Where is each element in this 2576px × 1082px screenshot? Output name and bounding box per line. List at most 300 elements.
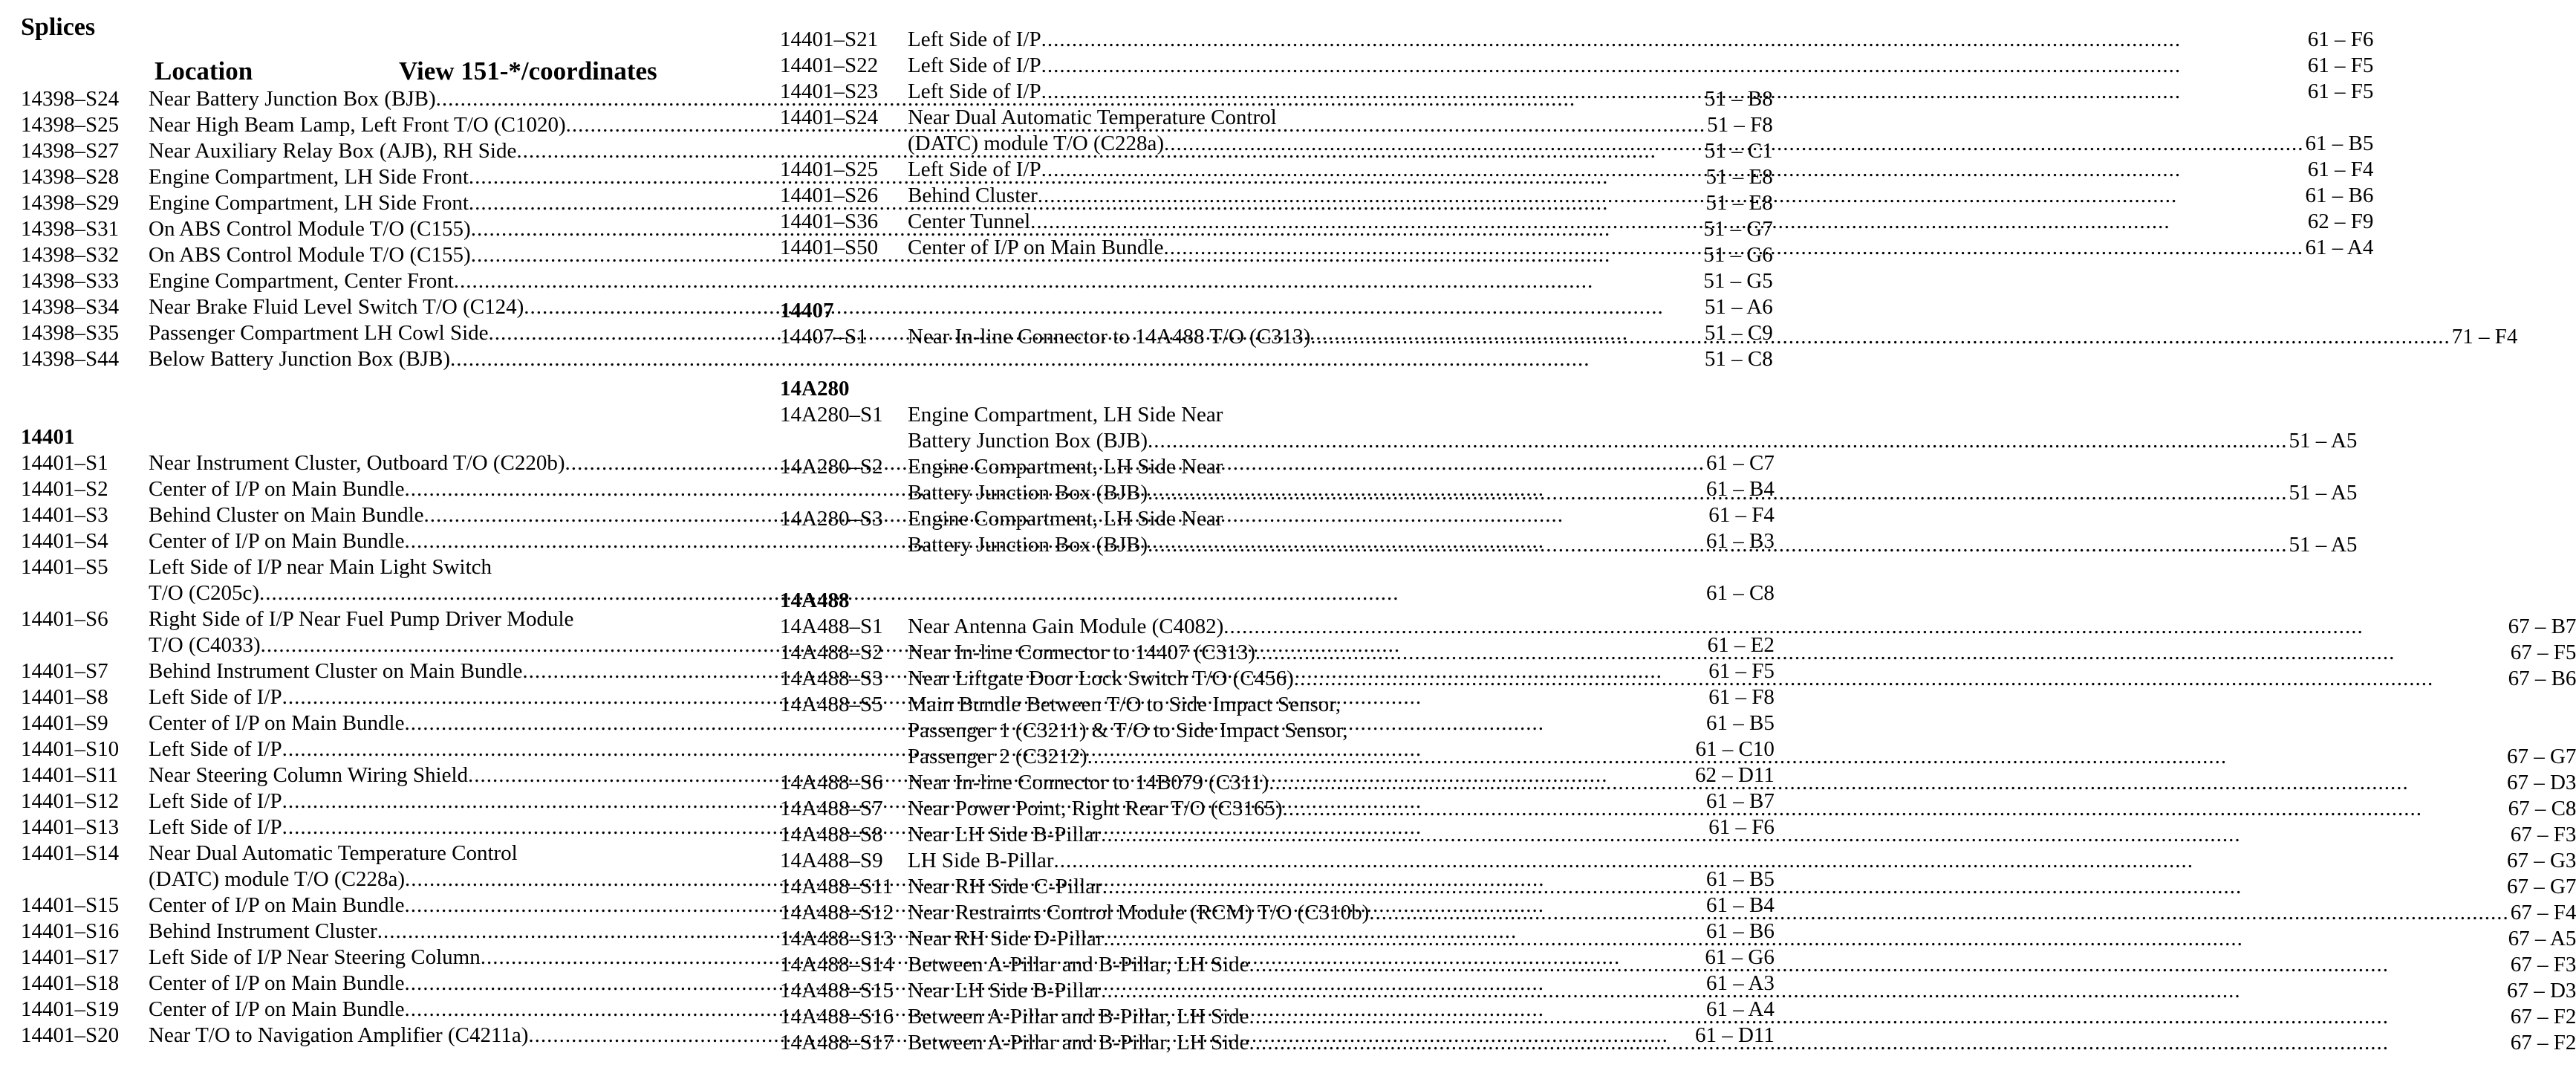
view-coordinate-ref: 51 – A5 bbox=[2289, 481, 2358, 505]
splice-location bbox=[908, 324, 2517, 350]
location-line: Near In-line Connector to 14A488 T/O (C313) bbox=[908, 325, 1311, 349]
location-last-line bbox=[908, 53, 2373, 79]
location-line: Center of I/P on Main Bundle bbox=[908, 236, 1164, 259]
location-line: Near Auxiliary Relay Box (AJB), RH Side bbox=[149, 139, 517, 163]
splice-code: 14A488–S12 bbox=[780, 901, 894, 924]
view-coordinate-ref: 61 – B5 bbox=[1705, 867, 1775, 891]
location-line: Near LH Side B-Pillar bbox=[908, 823, 1102, 846]
splice-entry bbox=[780, 27, 2373, 53]
splice-code: 14401–S21 bbox=[780, 27, 879, 51]
splice-entry bbox=[21, 346, 1773, 372]
location-line: Near Antenna Gain Module (C4082) bbox=[908, 615, 1224, 638]
splice-code: 14401–S1 bbox=[21, 451, 108, 475]
view-coordinate-ref: 61 – E2 bbox=[1707, 633, 1775, 657]
location-line: Engine Compartment, Center Front bbox=[149, 269, 454, 293]
splice-code: 14A488–S9 bbox=[780, 849, 883, 872]
view-coordinate-ref: 51 – E8 bbox=[1705, 191, 1773, 215]
view-coordinate-ref: 61 – F5 bbox=[2307, 54, 2374, 77]
view-coordinate-ref: 67 – F3 bbox=[2510, 823, 2576, 846]
splice-location bbox=[908, 454, 2357, 506]
splice-entry bbox=[780, 235, 2373, 261]
location-line: Center Tunnel bbox=[908, 210, 1031, 233]
location-line: Near In-line Connector to 14B079 (C311) bbox=[908, 771, 1269, 794]
view-coordinate-ref: 67 – F3 bbox=[2510, 953, 2576, 976]
location-line: Engine Compartment, LH Side Near bbox=[908, 403, 1223, 427]
dot-leader bbox=[1103, 926, 2506, 952]
view-coordinate-ref: 61 – B4 bbox=[1705, 477, 1775, 501]
splice-code: 14401–S16 bbox=[21, 919, 120, 943]
view-coordinate-ref: 61 – F8 bbox=[1708, 685, 1775, 709]
view-coordinate-ref: 61 – F4 bbox=[2307, 158, 2374, 181]
dot-leader bbox=[1163, 235, 2303, 261]
splice-code: 14A488–S3 bbox=[780, 667, 883, 690]
dot-leader bbox=[1102, 874, 2505, 900]
dot-leader bbox=[1148, 428, 2288, 454]
dot-leader bbox=[1148, 532, 2288, 558]
location-line: Engine Compartment, LH Side Near bbox=[908, 507, 1223, 531]
view-coordinate-ref: 61 – F5 bbox=[2307, 80, 2374, 103]
location-line: Near T/O to Navigation Amplifier (C4211a) bbox=[149, 1023, 529, 1047]
dot-leader bbox=[450, 346, 1703, 372]
view-coordinate-ref: 51 – B8 bbox=[1704, 87, 1773, 111]
splice-code: 14401–S36 bbox=[780, 210, 879, 233]
dot-leader bbox=[454, 268, 1702, 294]
splice-location bbox=[908, 1030, 2576, 1056]
splice-code: 14A488–S14 bbox=[780, 953, 894, 976]
splice-code: 14A280–S2 bbox=[780, 455, 883, 479]
location-line: Near Power Point, Right Rear T/O (C3165) bbox=[908, 797, 1283, 820]
section-heading: 14A280 bbox=[780, 377, 850, 401]
location-line: Center of I/P on Main Bundle bbox=[149, 477, 405, 501]
splice-location bbox=[149, 268, 1773, 294]
view-coordinate-ref: 67 – F4 bbox=[2510, 901, 2576, 924]
view-coordinate-ref: 61 – C10 bbox=[1695, 737, 1775, 761]
view-coordinate-ref: 62 – F9 bbox=[2307, 210, 2374, 233]
location-column-header: Location bbox=[155, 56, 253, 85]
location-line: Behind Cluster on Main Bundle bbox=[149, 503, 424, 527]
splice-code: 14401–S10 bbox=[21, 737, 120, 761]
splice-code: 14401–S25 bbox=[780, 158, 879, 181]
splice-code: 14398–S32 bbox=[21, 243, 120, 267]
dot-leader bbox=[1294, 666, 2507, 692]
splice-section bbox=[780, 297, 2517, 350]
splice-location bbox=[908, 1004, 2576, 1030]
splice-entry bbox=[780, 666, 2576, 692]
view-coordinate-ref: 51 – A5 bbox=[2289, 429, 2358, 453]
location-line: Center of I/P on Main Bundle bbox=[149, 893, 405, 917]
splice-code: 14401–S18 bbox=[21, 971, 120, 995]
location-last-line bbox=[908, 848, 2576, 874]
splice-code: 14A488–S13 bbox=[780, 927, 894, 950]
splice-code: 14A488–S7 bbox=[780, 797, 883, 820]
dot-leader bbox=[1041, 27, 2306, 53]
location-last-line bbox=[908, 324, 2517, 350]
location-line: On ABS Control Module T/O (C155) bbox=[149, 217, 471, 241]
location-line: Near Dual Automatic Temperature Control bbox=[149, 841, 518, 865]
view-coordinate-ref: 61 – F6 bbox=[1708, 815, 1775, 839]
dot-leader bbox=[1282, 796, 2506, 822]
location-line: On ABS Control Module T/O (C155) bbox=[149, 243, 471, 267]
splice-code: 14398–S44 bbox=[21, 347, 120, 371]
splice-location bbox=[908, 209, 2373, 235]
splice-code: 14401–S15 bbox=[21, 893, 120, 917]
location-line: Near Restraints Control Module (RCM) T/O (C310b) bbox=[908, 901, 1370, 924]
location-line: Center of I/P on Main Bundle bbox=[149, 529, 405, 553]
location-last-line bbox=[149, 268, 1773, 294]
splice-code: 14A488–S16 bbox=[780, 1005, 894, 1028]
view-coordinate-ref: 61 – F5 bbox=[1708, 659, 1775, 683]
location-line: Left Side of I/P bbox=[908, 158, 1041, 181]
view-coordinate-ref: 61 – F4 bbox=[1708, 503, 1775, 527]
location-line: Battery Junction Box (BJB) bbox=[908, 481, 1148, 505]
location-line: Passenger 1 (C3211) & T/O to Side Impact Sensor, bbox=[908, 719, 1348, 742]
location-line: Near Steering Column Wiring Shield bbox=[149, 763, 469, 787]
splice-location bbox=[908, 183, 2373, 209]
splice-entry bbox=[780, 157, 2373, 183]
splice-location bbox=[908, 402, 2357, 454]
location-last-line bbox=[908, 666, 2576, 692]
location-line: LH Side B-Pillar bbox=[908, 849, 1054, 872]
splice-code: 14398–S25 bbox=[21, 113, 120, 137]
splice-code: 14401–S2 bbox=[21, 477, 108, 501]
splice-code: 14398–S33 bbox=[21, 269, 120, 293]
view-coordinate-ref: 61 – A4 bbox=[1705, 997, 1775, 1021]
splice-entry bbox=[780, 454, 2357, 506]
view-coordinate-ref: 51 – G6 bbox=[1703, 243, 1773, 267]
dot-leader bbox=[1249, 1030, 2509, 1056]
location-line: Near High Beam Lamp, Left Front T/O (C1020) bbox=[149, 113, 566, 137]
splice-location bbox=[908, 506, 2357, 558]
location-line: (DATC) module T/O (C228a) bbox=[149, 867, 405, 891]
dot-leader bbox=[1369, 900, 2509, 926]
location-line: Left Side of I/P bbox=[149, 685, 282, 709]
splice-code: 14407–S1 bbox=[780, 325, 868, 349]
view-coordinate-ref: 67 – A5 bbox=[2508, 927, 2576, 950]
splice-code: 14401–S23 bbox=[780, 80, 879, 103]
location-line: Left Side of I/P bbox=[908, 80, 1041, 103]
splice-code: 14398–S29 bbox=[21, 191, 120, 215]
splice-code: 14A280–S3 bbox=[780, 507, 883, 531]
view-coordinate-ref: 51 – C9 bbox=[1704, 321, 1773, 345]
location-line: Near RH Side D-Pillar bbox=[908, 927, 1104, 950]
splice-entry bbox=[780, 926, 2576, 952]
splice-entry bbox=[780, 324, 2517, 350]
location-line: Right Side of I/P Near Fuel Pump Driver Module bbox=[149, 607, 574, 631]
splice-code: 14398–S24 bbox=[21, 87, 120, 111]
location-line: Passenger 2 (C3212) bbox=[908, 745, 1087, 768]
view-coordinate-ref: 61 – B6 bbox=[2305, 184, 2374, 207]
splice-entry bbox=[780, 402, 2357, 454]
location-line: Engine Compartment, LH Side Near bbox=[908, 455, 1223, 479]
splice-entry bbox=[780, 614, 2576, 640]
splice-code: 14A488–S5 bbox=[780, 693, 883, 716]
location-line: Left Side of I/P bbox=[149, 737, 282, 761]
view-coordinate-ref: 61 – G6 bbox=[1705, 945, 1775, 969]
view-coordinate-ref: 67 – D3 bbox=[2506, 771, 2576, 794]
location-last-line bbox=[908, 1004, 2576, 1030]
view-coordinate-ref: 51 – G7 bbox=[1703, 217, 1773, 241]
location-last-line bbox=[908, 79, 2373, 105]
splice-entry bbox=[780, 822, 2576, 848]
splice-entry bbox=[780, 874, 2576, 900]
location-last-line bbox=[908, 614, 2576, 640]
location-line: (DATC) module T/O (C228a) bbox=[908, 132, 1164, 155]
location-line: Near Liftgate Door Lock Switch T/O (C456) bbox=[908, 667, 1294, 690]
splice-code: 14401–S13 bbox=[21, 815, 120, 839]
splice-code: 14401–S6 bbox=[21, 607, 108, 631]
splice-location bbox=[908, 666, 2576, 692]
splice-location bbox=[908, 926, 2576, 952]
location-line: Below Battery Junction Box (BJB) bbox=[149, 347, 450, 371]
location-line: Near Dual Automatic Temperature Control bbox=[908, 106, 1277, 129]
location-line: Engine Compartment, LH Side Front bbox=[149, 191, 469, 215]
location-line: T/O (C205c) bbox=[149, 581, 259, 605]
splice-section bbox=[780, 27, 2373, 261]
location-line: Near In-line Connector to 14407 (C313) bbox=[908, 641, 1255, 664]
location-line: Center of I/P on Main Bundle bbox=[149, 997, 405, 1021]
splice-location bbox=[149, 346, 1773, 372]
view-coordinate-ref: 67 – C8 bbox=[2508, 797, 2576, 820]
splice-location bbox=[908, 157, 2373, 183]
view-coordinate-ref: 51 – G5 bbox=[1703, 269, 1773, 293]
location-line: Center of I/P on Main Bundle bbox=[149, 711, 405, 735]
view-coordinate-ref: 61 – B7 bbox=[1705, 789, 1775, 813]
splice-code: 14401–S5 bbox=[21, 555, 108, 579]
location-last-line bbox=[908, 27, 2373, 53]
splice-location bbox=[908, 105, 2373, 157]
dot-leader bbox=[1038, 183, 2304, 209]
view-coordinates-column-header: View 151-*/coordinates bbox=[399, 56, 657, 85]
location-last-line bbox=[908, 480, 2357, 506]
splice-code: 14A488–S1 bbox=[780, 615, 883, 638]
location-line: Between A-Pillar and B-Pillar, LH Side bbox=[908, 1005, 1249, 1028]
splice-location bbox=[908, 874, 2576, 900]
splice-entry bbox=[780, 183, 2373, 209]
splice-code: 14398–S35 bbox=[21, 321, 120, 345]
view-coordinate-ref: 61 – B6 bbox=[1705, 919, 1775, 943]
location-last-line bbox=[908, 770, 2576, 796]
splice-code: 14401–S22 bbox=[780, 54, 879, 77]
section-heading: 14401 bbox=[21, 425, 75, 449]
view-coordinate-ref: 61 – B5 bbox=[2305, 132, 2374, 155]
splice-entry bbox=[780, 796, 2576, 822]
dot-leader bbox=[1054, 848, 2505, 874]
view-coordinate-ref: 51 – C1 bbox=[1704, 139, 1773, 163]
location-last-line bbox=[908, 640, 2576, 666]
splice-entry bbox=[780, 105, 2373, 157]
location-last-line bbox=[908, 900, 2576, 926]
dot-leader bbox=[1101, 822, 2509, 848]
splice-code: 14401–S4 bbox=[21, 529, 108, 553]
dot-leader bbox=[1269, 770, 2505, 796]
location-line: Near Instrument Cluster, Outboard T/O (C220b) bbox=[149, 451, 565, 475]
view-coordinate-ref: 71 – F4 bbox=[2451, 325, 2518, 349]
splice-location bbox=[908, 848, 2576, 874]
splice-location bbox=[908, 978, 2576, 1004]
dot-leader bbox=[1164, 131, 2304, 157]
location-last-line bbox=[908, 1030, 2576, 1056]
dot-leader bbox=[1041, 79, 2306, 105]
location-line: Battery Junction Box (BJB) bbox=[908, 533, 1148, 557]
location-last-line bbox=[908, 744, 2576, 770]
section-heading: 14407 bbox=[780, 299, 834, 323]
splice-entry bbox=[21, 268, 1773, 294]
dot-leader bbox=[1148, 480, 2288, 506]
splice-entry bbox=[780, 1004, 2576, 1030]
splice-code: 14398–S31 bbox=[21, 217, 120, 241]
view-coordinate-ref: 62 – D11 bbox=[1694, 763, 1775, 787]
splice-location bbox=[908, 796, 2576, 822]
splice-entry bbox=[780, 1030, 2576, 1056]
location-last-line bbox=[908, 978, 2576, 1004]
splice-code: 14A488–S6 bbox=[780, 771, 883, 794]
view-coordinate-ref: 61 – B3 bbox=[1705, 529, 1775, 553]
location-last-line bbox=[908, 874, 2576, 900]
view-coordinate-ref: 61 – C8 bbox=[1705, 581, 1775, 605]
view-coordinate-ref: 61 – B4 bbox=[1705, 893, 1775, 917]
location-line: Passenger Compartment LH Cowl Side bbox=[149, 321, 489, 345]
splice-code: 14401–S24 bbox=[780, 106, 879, 129]
location-last-line bbox=[149, 346, 1773, 372]
splice-code: 14A488–S2 bbox=[780, 641, 883, 664]
dot-leader bbox=[1249, 952, 2509, 978]
splice-entry bbox=[780, 900, 2576, 926]
location-last-line bbox=[908, 183, 2373, 209]
location-line: Left Side of I/P bbox=[149, 789, 282, 813]
view-coordinate-ref: 67 – F5 bbox=[2510, 641, 2576, 664]
splice-entry bbox=[780, 692, 2576, 770]
splice-code: 14401–S11 bbox=[21, 763, 119, 787]
view-coordinate-ref: 51 – A5 bbox=[2289, 533, 2358, 557]
view-coordinate-ref: 51 – A6 bbox=[1704, 295, 1773, 319]
dot-leader bbox=[1041, 157, 2306, 183]
location-line: Between A-Pillar and B-Pillar, LH Side bbox=[908, 1031, 1249, 1055]
splice-location bbox=[908, 27, 2373, 53]
location-line: Behind Instrument Cluster bbox=[149, 919, 377, 943]
splice-code: 14401–S9 bbox=[21, 711, 108, 735]
location-last-line bbox=[908, 822, 2576, 848]
location-last-line bbox=[908, 952, 2576, 978]
location-line: Near RH Side C-Pillar bbox=[908, 875, 1102, 898]
location-last-line bbox=[908, 235, 2373, 261]
splice-entry bbox=[780, 506, 2357, 558]
splice-location bbox=[908, 79, 2373, 105]
splice-code: 14401–S7 bbox=[21, 659, 108, 683]
view-coordinate-ref: 67 – D3 bbox=[2506, 979, 2576, 1002]
view-coordinate-ref: 51 – C8 bbox=[1704, 347, 1773, 371]
splice-code: 14401–S26 bbox=[780, 184, 879, 207]
splice-code: 14401–S14 bbox=[21, 841, 120, 865]
location-last-line bbox=[908, 157, 2373, 183]
splice-location bbox=[908, 952, 2576, 978]
splice-code: 14401–S8 bbox=[21, 685, 108, 709]
location-last-line bbox=[908, 428, 2357, 454]
splice-entry bbox=[780, 848, 2576, 874]
splice-code: 14398–S27 bbox=[21, 139, 120, 163]
page-title: Splices bbox=[21, 13, 96, 41]
splice-location bbox=[908, 770, 2576, 796]
splice-code: 14401–S12 bbox=[21, 789, 120, 813]
splice-code: 14A488–S17 bbox=[780, 1031, 894, 1055]
location-line: Left Side of I/P bbox=[908, 54, 1041, 77]
view-coordinate-ref: 67 – B6 bbox=[2508, 667, 2576, 690]
location-line: Near Battery Junction Box (BJB) bbox=[149, 87, 436, 111]
splice-location bbox=[908, 53, 2373, 79]
location-line: Engine Compartment, LH Side Front bbox=[149, 165, 469, 189]
splice-entry bbox=[780, 952, 2576, 978]
view-coordinate-ref: 67 – B7 bbox=[2508, 615, 2576, 638]
splice-location bbox=[908, 822, 2576, 848]
splice-location bbox=[908, 640, 2576, 666]
view-coordinate-ref: 61 – A4 bbox=[2305, 236, 2374, 259]
splice-entry bbox=[780, 53, 2373, 79]
splice-code: 14401–S20 bbox=[21, 1023, 120, 1047]
dot-leader bbox=[1255, 640, 2509, 666]
view-coordinate-ref: 67 – F2 bbox=[2510, 1031, 2576, 1055]
location-line: Near Brake Fluid Level Switch T/O (C124) bbox=[149, 295, 524, 319]
view-coordinate-ref: 61 – F6 bbox=[2307, 27, 2374, 51]
location-line: Behind Cluster bbox=[908, 184, 1038, 207]
view-coordinate-ref: 67 – G3 bbox=[2506, 849, 2576, 872]
location-last-line bbox=[908, 209, 2373, 235]
location-line: T/O (C4033) bbox=[149, 633, 261, 657]
dot-leader bbox=[1030, 209, 2306, 235]
splice-section bbox=[780, 375, 2357, 558]
splice-section bbox=[780, 587, 2576, 1056]
location-line: Main Bundle Between T/O to Side Impact Sensor, bbox=[908, 693, 1341, 716]
view-coordinate-ref: 61 – B5 bbox=[1705, 711, 1775, 735]
dot-leader bbox=[1101, 978, 2505, 1004]
splice-location bbox=[908, 692, 2576, 770]
splice-code: 14401–S3 bbox=[21, 503, 108, 527]
splice-code: 14401–S50 bbox=[780, 236, 879, 259]
splice-code: 14A280–S1 bbox=[780, 403, 883, 427]
splice-entry bbox=[780, 978, 2576, 1004]
dot-leader bbox=[1249, 1004, 2509, 1030]
view-coordinate-ref: 61 – D11 bbox=[1694, 1023, 1775, 1047]
splice-location bbox=[908, 614, 2576, 640]
location-line: Battery Junction Box (BJB) bbox=[908, 429, 1148, 453]
dot-leader bbox=[1310, 324, 2450, 350]
location-line: Left Side of I/P Near Steering Column bbox=[149, 945, 481, 969]
location-line: Left Side of I/P near Main Light Switch bbox=[149, 555, 492, 579]
location-last-line bbox=[908, 926, 2576, 952]
dot-leader bbox=[1087, 744, 2505, 770]
splice-entry bbox=[780, 79, 2373, 105]
location-line: Left Side of I/P bbox=[908, 27, 1041, 51]
view-coordinate-ref: 51 – E8 bbox=[1705, 165, 1773, 189]
location-last-line bbox=[908, 796, 2576, 822]
location-line: Left Side of I/P bbox=[149, 815, 282, 839]
view-coordinate-ref: 67 – G7 bbox=[2506, 875, 2576, 898]
splice-code: 14A488–S15 bbox=[780, 979, 894, 1002]
location-line: Behind Instrument Cluster on Main Bundle bbox=[149, 659, 523, 683]
view-coordinate-ref: 61 – C7 bbox=[1705, 451, 1775, 475]
location-line: Center of I/P on Main Bundle bbox=[149, 971, 405, 995]
location-line: Between A-Pillar and B-Pillar, LH Side bbox=[908, 953, 1249, 976]
location-last-line bbox=[908, 532, 2357, 558]
view-coordinate-ref: 51 – F8 bbox=[1707, 113, 1773, 137]
splice-location bbox=[908, 900, 2576, 926]
splice-entry bbox=[780, 209, 2373, 235]
splice-code: 14401–S19 bbox=[21, 997, 120, 1021]
splice-code: 14A488–S11 bbox=[780, 875, 893, 898]
view-coordinate-ref: 67 – F2 bbox=[2510, 1005, 2576, 1028]
splice-code: 14A488–S8 bbox=[780, 823, 883, 846]
location-line: Near LH Side B-Pillar bbox=[908, 979, 1102, 1002]
splice-location bbox=[908, 235, 2373, 261]
splice-entry bbox=[780, 770, 2576, 796]
